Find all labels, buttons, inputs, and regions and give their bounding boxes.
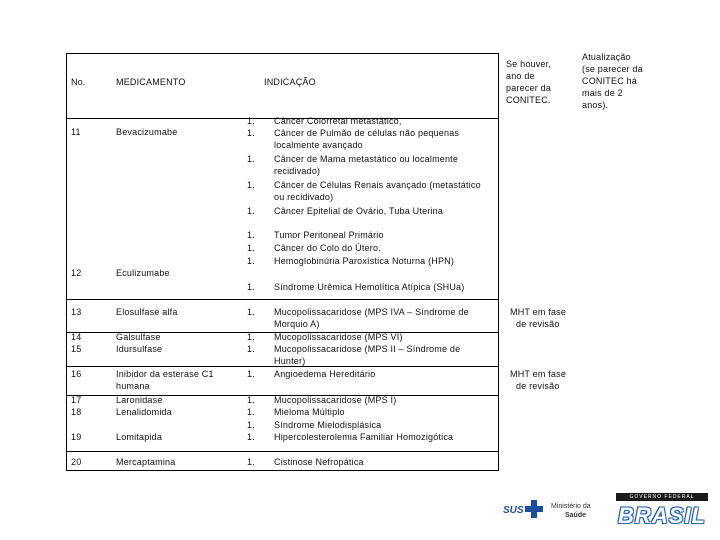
sus-cross-icon: [525, 500, 543, 518]
indication: Câncer de Pulmão de células não pequenas: [274, 128, 460, 138]
indication: Hipercolesterolemia Familiar Homozigótica: [274, 432, 454, 442]
row-number: 18: [71, 407, 82, 417]
row-number: 11: [71, 127, 81, 137]
row-number: 13: [71, 307, 82, 317]
row-number: 14: [71, 332, 82, 342]
governo-federal-logo: GOVERNO FEDERAL BRASIL: [612, 493, 712, 531]
indication: Mucopolissacaridose (MPS I): [274, 395, 397, 405]
indication: Câncer de Mama metastático ou localmente: [274, 154, 459, 164]
header-medicamento: MEDICAMENTO: [116, 77, 186, 87]
indication: Câncer de Células Renais avançado (metastático: [274, 180, 481, 190]
medication-name: Bevacizumabe: [116, 127, 178, 137]
row-number: 12: [71, 268, 82, 278]
row-number: 16: [71, 369, 82, 379]
row-number: 19: [71, 432, 82, 442]
row-number: 15: [71, 344, 82, 354]
indication: Tumor Peritoneal Primário: [274, 230, 384, 240]
indication: Mucopolissacaridose (MPS IVA – Síndrome de: [274, 307, 469, 317]
medication-name: Inibidor da esterase C1: [116, 369, 214, 379]
indication: Síndrome Mielodisplásica: [274, 420, 382, 430]
status-text: MHT em fase: [510, 369, 567, 379]
medication-name: Lenalidomida: [116, 407, 172, 417]
row-number: 17: [71, 395, 82, 405]
sus-logo-text: SUS: [503, 505, 524, 516]
sus-logo: [503, 498, 547, 524]
medication-name: Elosulfase alfa: [116, 307, 178, 317]
indication: Câncer Colorretal metastático,: [274, 116, 402, 126]
status-text: MHT em fase: [510, 307, 567, 317]
indication: Câncer do Colo do Útero.: [274, 243, 381, 253]
medication-name: Mercaptamina: [116, 457, 176, 467]
header-indicacao: INDICAÇÃO: [264, 77, 316, 87]
medication-name: Laronidase: [116, 395, 163, 405]
medication-name: Galsulfase: [116, 332, 161, 342]
indication: Angioedema Hereditário: [274, 369, 376, 379]
indication: Mucopolissacaridose (MPS VI): [274, 332, 403, 342]
indication: Cistinose Nefropática: [274, 457, 364, 467]
medication-name: Eculizumabe: [116, 268, 170, 278]
indication: Mieloma Múltiplo: [274, 407, 345, 417]
row-number: 20: [71, 457, 82, 467]
medication-name: Lomitapida: [116, 432, 163, 442]
header-no: No.: [71, 77, 86, 87]
indication: Mucopolissacaridose (MPS II – Síndrome de: [274, 344, 461, 354]
ministerio-logo: Ministério da Saúde: [551, 503, 591, 519]
indication: Síndrome Urêmica Hemolítica Atípica (SHUa): [274, 282, 465, 292]
indication: Hemoglobinúria Paroxística Noturna (HPN): [274, 256, 455, 266]
medication-name: Idursulfase: [116, 344, 163, 354]
indication: Câncer Epitelial de Ovário, Tuba Uterina: [274, 206, 444, 216]
